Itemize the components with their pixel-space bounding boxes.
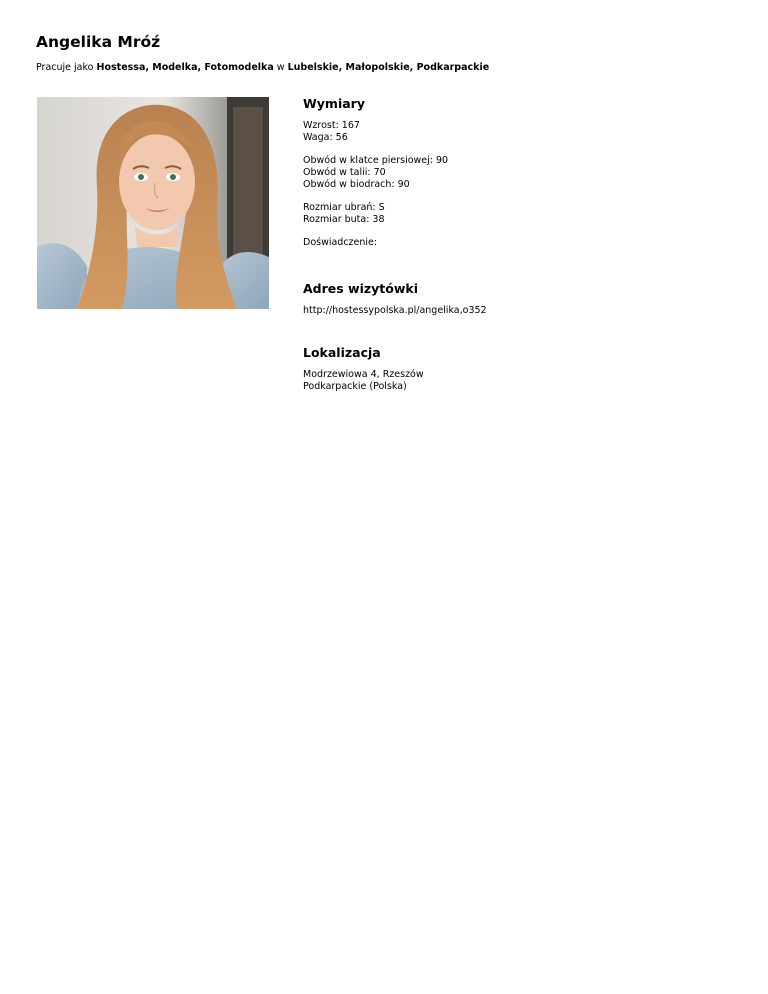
- subtitle-regions: Lubelskie, Małopolskie, Podkarpackie: [287, 62, 490, 73]
- chest-value: Obwód w klatce piersiowej: 90: [303, 155, 449, 166]
- subtitle-roles: Hostessa, Modelka, Fotomodelka: [96, 62, 274, 73]
- location-section: [303, 345, 743, 393]
- subtitle-connector: w: [276, 62, 285, 73]
- card-address-list: [303, 305, 743, 317]
- profile-photo-image: [37, 97, 269, 309]
- profile-name: Angelika Mróź: [36, 33, 161, 51]
- profile-subtitle: [36, 61, 489, 74]
- location-street: Modrzewiowa 4, Rzeszów: [303, 369, 424, 380]
- subtitle-prefix: Pracuje jako: [36, 62, 94, 73]
- card-address-section: [303, 281, 743, 317]
- dimensions-section: [303, 96, 743, 249]
- dimensions-list: [303, 120, 743, 249]
- hips-value: Obwód w biodrach: 90: [303, 179, 410, 190]
- dimensions-heading: Wymiary: [303, 96, 365, 111]
- location-heading: Lokalizacja: [303, 345, 381, 360]
- waist-value: Obwód w talii: 70: [303, 167, 386, 178]
- profile-details: [303, 96, 743, 393]
- card-address-heading: Adres wizytówki: [303, 281, 419, 296]
- experience-value: Doświadczenie:: [303, 237, 378, 248]
- location-region: Podkarpackie (Polska): [303, 381, 407, 392]
- profile-photo: [37, 97, 269, 309]
- location-list: [303, 369, 743, 393]
- shoe-size-value: Rozmiar buta: 38: [303, 214, 385, 225]
- weight-value: Waga: 56: [303, 132, 348, 143]
- height-value: Wzrost: 167: [303, 120, 360, 131]
- clothing-size-value: Rozmiar ubrań: S: [303, 202, 385, 213]
- card-address-url: http://hostessypolska.pl/angelika,o352: [303, 305, 487, 316]
